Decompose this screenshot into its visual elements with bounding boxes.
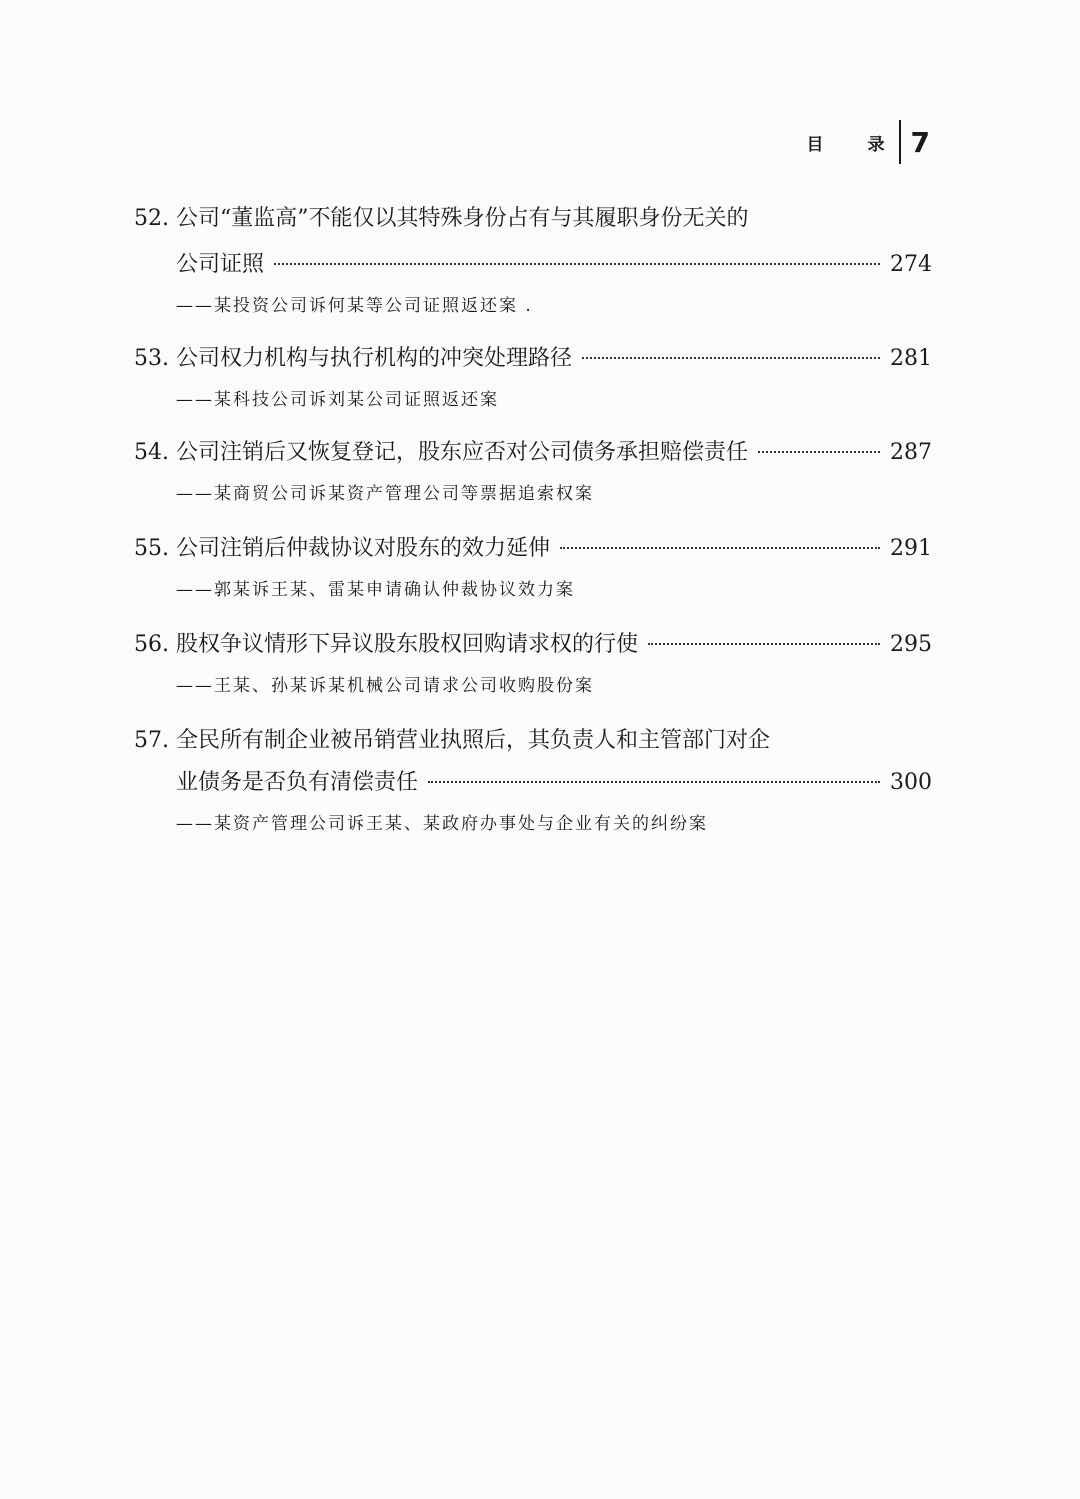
toc-entry-title-line	[134, 726, 932, 756]
toc-entry-page: 300	[890, 770, 932, 795]
dot-leader	[428, 781, 880, 783]
toc-entry-title-line	[134, 534, 932, 564]
toc-entry-56[interactable]	[134, 630, 932, 698]
toc-entry-55[interactable]	[134, 534, 932, 602]
toc-entry-54[interactable]	[134, 438, 932, 506]
toc-entry-case-name: ——某科技公司诉刘某公司证照返还案	[176, 390, 499, 410]
dot-leader	[274, 263, 880, 265]
toc-entry-case-name: ——某投资公司诉何某等公司证照返还案 .	[176, 296, 533, 316]
dot-leader	[648, 643, 880, 645]
toc-entry-title: 公司“董监高”不能仅以其特殊身份占有与其履职身份无关的	[176, 206, 749, 231]
section-label-char-2: 录	[867, 134, 885, 155]
dot-leader	[582, 357, 880, 359]
section-label-char-1: 目	[806, 134, 824, 155]
toc-entry-case-name: ——王某、孙某诉某机械公司请求公司收购股份案	[176, 676, 594, 696]
dot-leader	[560, 547, 880, 549]
toc-entry-53[interactable]	[134, 344, 932, 412]
toc-entry-number: 55.	[134, 536, 169, 561]
toc-entry-number: 53.	[134, 346, 169, 371]
toc-entry-number: 56.	[134, 632, 169, 657]
running-header	[807, 118, 930, 166]
toc-entry-page: 287	[890, 440, 932, 465]
toc-entry-title-line-2	[134, 250, 932, 280]
dot-leader	[758, 451, 880, 453]
toc-entry-52[interactable]	[134, 204, 932, 318]
toc-entry-title-line	[134, 630, 932, 660]
toc-entry-title-line	[134, 344, 932, 374]
toc-entry-title: 股权争议情形下异议股东股权回购请求权的行使	[176, 632, 639, 657]
toc-entry-title-line	[134, 438, 932, 468]
toc-entry-57[interactable]	[134, 726, 932, 836]
toc-entry-title-cont: 公司证照	[176, 252, 265, 277]
toc-entry-case-name: ——某资产管理公司诉王某、某政府办事处与企业有关的纠纷案	[176, 814, 708, 834]
page-number: 7	[910, 125, 930, 159]
toc-entry-title-line-2	[134, 768, 932, 798]
toc-entry-number: 54.	[134, 440, 169, 465]
header-divider	[899, 120, 901, 164]
toc-entry-page: 274	[890, 252, 932, 277]
toc-entry-number: 57.	[134, 728, 169, 753]
toc-entry-title: 全民所有制企业被吊销营业执照后，其负责人和主管部门对企	[176, 728, 771, 753]
toc-entry-title-cont: 业债务是否负有清偿责任	[176, 770, 419, 795]
toc-entry-page: 295	[890, 632, 932, 657]
section-label	[807, 130, 885, 155]
toc-entry-page: 291	[890, 536, 932, 561]
toc-entry-title: 公司权力机构与执行机构的冲突处理路径	[176, 346, 573, 371]
toc-entry-number: 52.	[134, 206, 169, 231]
toc-entry-title: 公司注销后又恢复登记，股东应否对公司债务承担赔偿责任	[176, 440, 749, 465]
toc-entry-case-name: ——郭某诉王某、雷某申请确认仲裁协议效力案	[176, 580, 575, 600]
toc-entry-page: 281	[890, 346, 932, 371]
toc-entry-title-line	[134, 204, 932, 234]
toc-entry-title: 公司注销后仲裁协议对股东的效力延伸	[176, 536, 551, 561]
toc-entry-case-name: ——某商贸公司诉某资产管理公司等票据追索权案	[176, 484, 594, 504]
